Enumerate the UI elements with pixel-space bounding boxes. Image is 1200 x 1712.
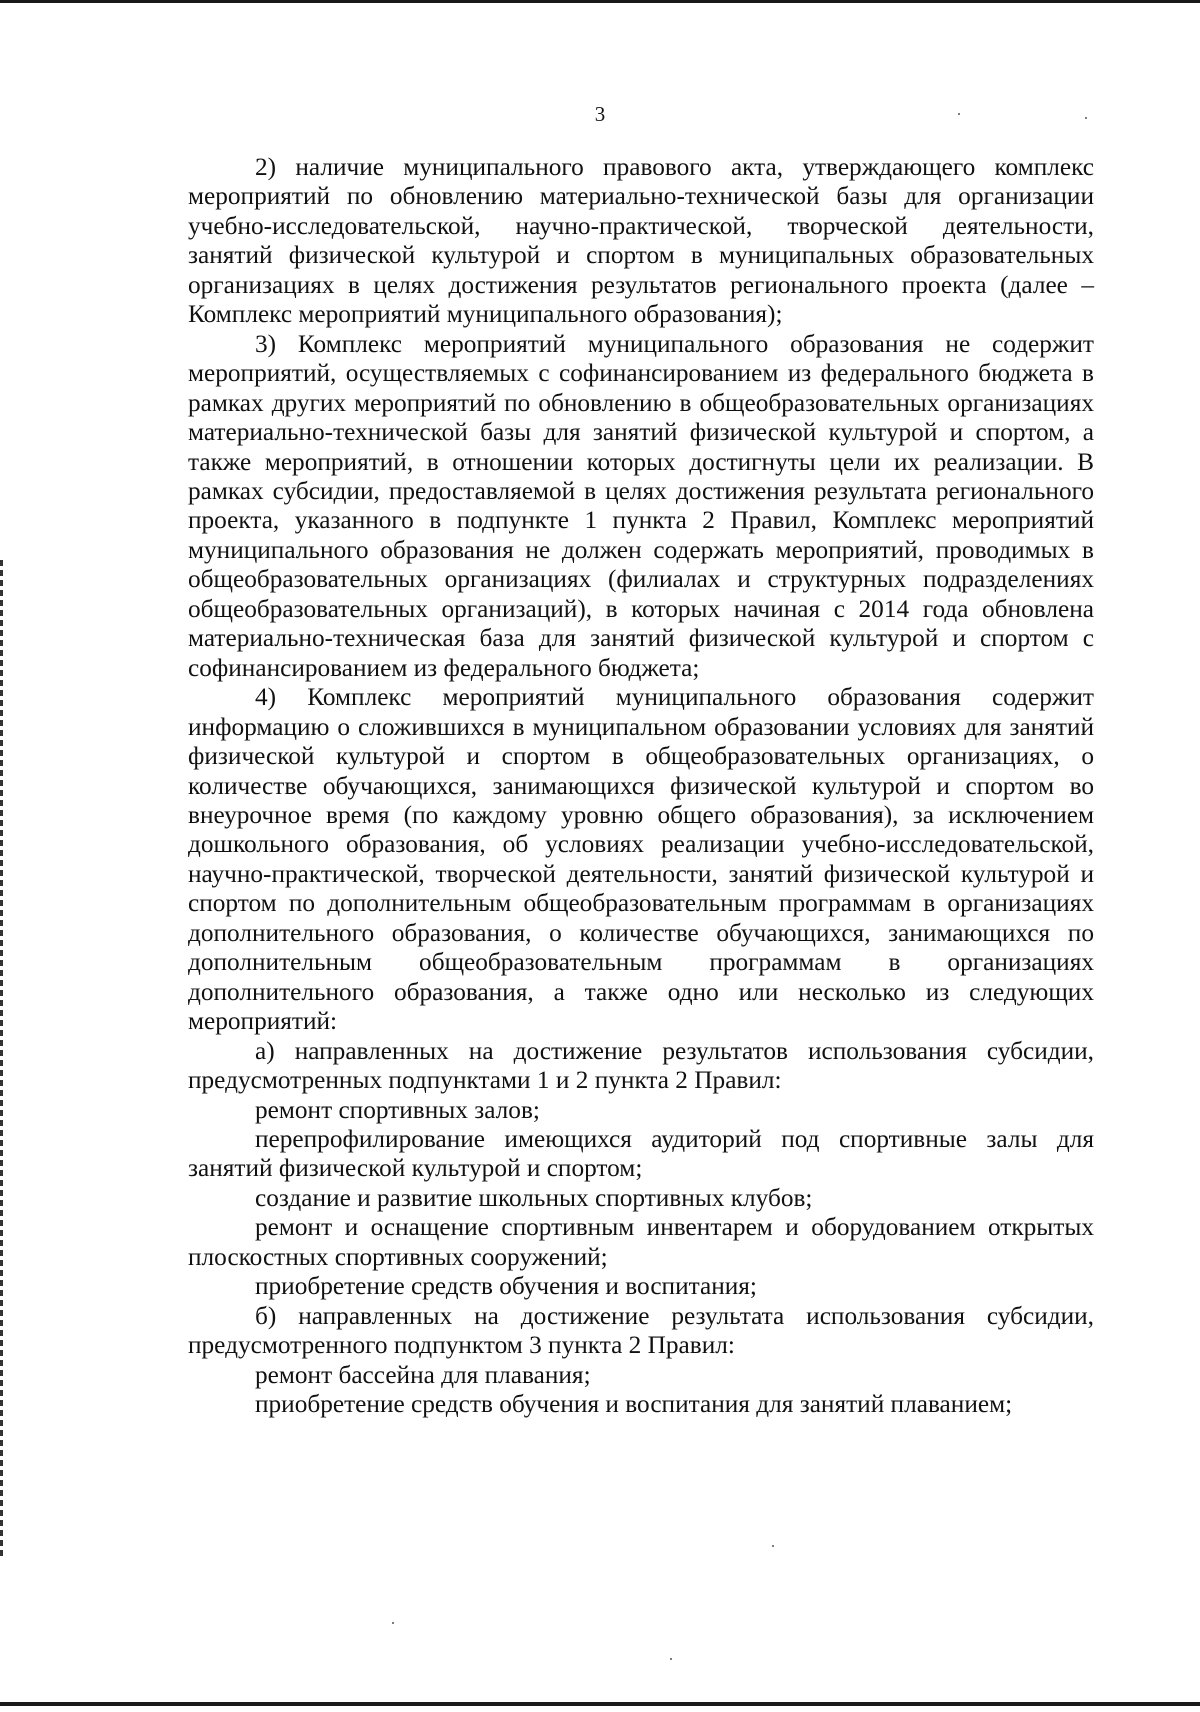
list-item: ремонт бассейна для плавания; [255, 1360, 591, 1389]
scan-edge-left [0, 560, 3, 1560]
scan-speck [772, 1545, 774, 1547]
paragraph-item-3: 3) Комплекс мероприятий муниципального образования не содержит мероприятий, осуществляемых с софинансированием из федерального бюджета в рамках других мероприятий по обновлению в общеобразовательных организациях материально-технической базы для занятий физической культурой и спортом, а также мероприятий, в отношении которых достигнуты цели их реализации. В рамках субсидии, предоставляемой в целях достижения результата регионального проекта, указанного в подпункте 1 пункта 2 Правил, Комплекс мероприятий муниципального образования не должен содержать мероприятий, проводимых в общеобразовательных организациях (филиалах и структурных подразделениях общеобразовательных организаций), в которых начиная с 2014 года обновлена материально-техническая база для занятий физической культурой и спортом с софинансированием из федерального бюджета; [188, 329, 1094, 682]
subparagraph-a: а) направленных на достижение результатов использования субсидии, предусмотренных подпунктами 1 и 2 пункта 2 Правил: [188, 1036, 1094, 1095]
paragraph-item-2: 2) наличие муниципального правового акта, утверждающего комплекс мероприятий по обновлению материально-технической базы для организации учебно-исследовательской, научно-практической, творческой деятельности, занятий физической культурой и спортом в муниципальных образовательных организациях в целях достижения результатов регионального проекта (далее – Комплекс мероприятий муниципального образования); [188, 153, 1094, 329]
list-item: создание и развитие школьных спортивных клубов; [255, 1183, 813, 1212]
scan-edge-bottom [0, 1702, 1200, 1706]
list-item: перепрофилирование имеющихся аудиторий под спортивные залы для занятий физической культурой и спортом; [188, 1124, 1094, 1183]
document-body [188, 153, 1094, 1419]
page-number: 3 [594, 102, 606, 126]
scan-edge-top [0, 0, 1200, 3]
list-item: приобретение средств обучения и воспитания для занятий плаванием; [255, 1390, 1013, 1419]
list-item: ремонт и оснащение спортивным инвентарем и оборудованием открытых плоскостных спортивных сооружений; [188, 1213, 1094, 1271]
list-item: приобретение средств обучения и воспитания; [255, 1272, 757, 1301]
subparagraph-b: б) направленных на достижение результата использования субсидии, предусмотренного подпунктом 3 пункта 2 Правил: [188, 1301, 1094, 1360]
scan-speck [392, 1622, 394, 1624]
scan-speck [670, 1658, 672, 1660]
list-item: ремонт спортивных залов; [255, 1095, 540, 1124]
paragraph-item-4: 4) Комплекс мероприятий муниципального образования содержит информацию о сложившихся в муниципальном образовании условиях для занятий физической культурой и спортом в общеобразовательных организациях, о количестве обучающихся, занимающихся физической культурой и спортом во внеурочное время (по каждому уровню общего образования), за исключением дошкольного образования, об условиях реализации учебно-исследовательской, научно-практической, творческой деятельности, занятий физической культурой и спортом по дополнительным общеобразовательным программам в организациях дополнительного образования, о количестве обучающихся, занимающихся по дополнительным общеобразовательным программам в организациях дополнительного образования, а также одно или несколько из следующих мероприятий: [188, 683, 1094, 1036]
